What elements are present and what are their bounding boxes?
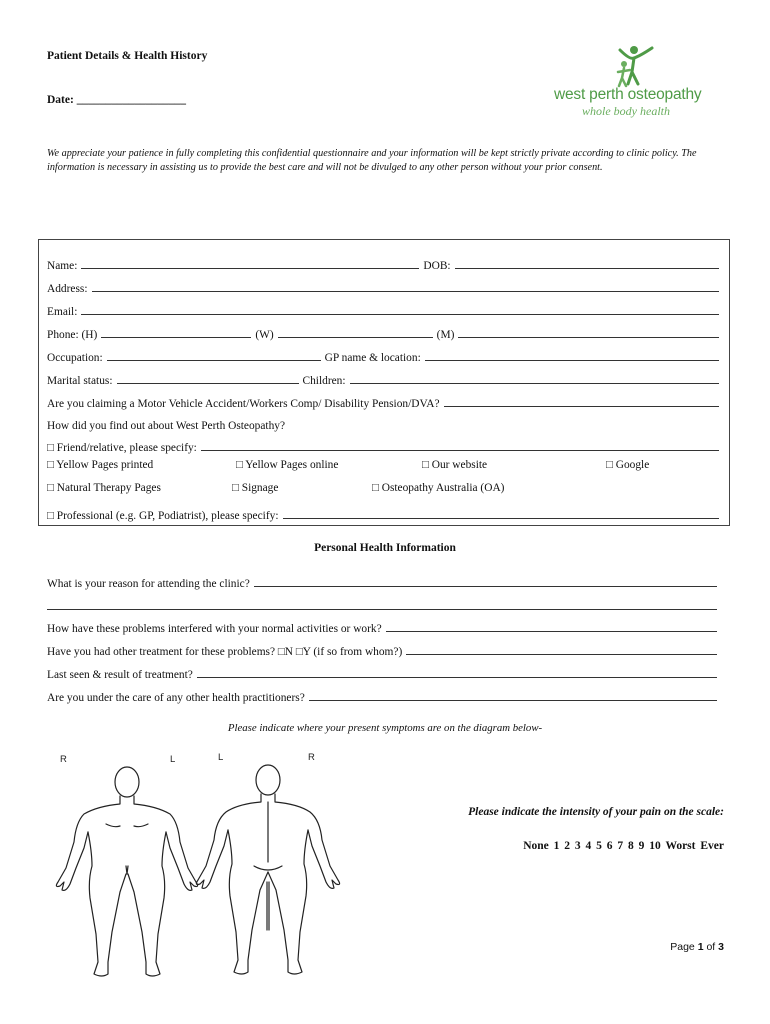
gp-field[interactable] (425, 349, 719, 361)
phone-work-label: (W) (255, 329, 274, 341)
name-label: Name: (47, 260, 78, 272)
option-our-website[interactable]: □ Our website (422, 459, 488, 471)
treatment-row (47, 638, 717, 658)
marital-field[interactable] (117, 372, 299, 384)
patient-details-box (38, 239, 730, 526)
care-field[interactable] (309, 689, 717, 701)
logo-tagline: whole body health (582, 104, 670, 118)
pain-scale[interactable]: None 1 2 3 4 5 6 7 8 9 10 Worst Ever (523, 840, 724, 852)
email-label: Email: (47, 306, 78, 318)
friend-row (47, 434, 723, 454)
logo-figures-icon (548, 42, 723, 88)
last-seen-field[interactable] (197, 666, 717, 678)
reason-field-2[interactable] (47, 598, 717, 610)
diagram-label-back-left: L (218, 752, 224, 763)
option-natural-therapy-pages[interactable]: □ Natural Therapy Pages (47, 482, 161, 494)
address-field[interactable] (92, 280, 720, 292)
clinic-logo (548, 42, 723, 122)
friend-option[interactable]: □ Friend/relative, please specify: (47, 442, 197, 454)
interfered-field[interactable] (386, 620, 717, 632)
diagram-label-back-right: R (308, 752, 315, 763)
intro-paragraph: We appreciate your patience in fully completing this confidential questionnaire and your information will be kept strictly private according to clinic policy. The information is necessary in assisting us to provide the best care and will not be divulged to any other person without your prior consent. (47, 148, 697, 173)
claim-row (47, 390, 723, 410)
marital-row (47, 367, 723, 387)
health-section-title: Personal Health Information (314, 542, 456, 554)
reason-row-2 (47, 593, 717, 613)
children-field[interactable] (350, 372, 719, 384)
email-row (47, 298, 723, 318)
treatment-label[interactable]: Have you had other treatment for these problems? □N □Y (if so from whom?) (47, 646, 403, 658)
option-osteopathy-australia[interactable]: □ Osteopathy Australia (OA) (372, 482, 505, 494)
phone-work-field[interactable] (278, 326, 433, 338)
occupation-label: Occupation: (47, 352, 103, 364)
last-seen-label: Last seen & result of treatment? (47, 669, 193, 681)
front-body-figure[interactable] (56, 767, 197, 976)
option-yellow-pages-online[interactable]: □ Yellow Pages online (236, 459, 339, 471)
children-label: Children: (302, 375, 346, 387)
last-seen-row (47, 661, 717, 681)
care-row (47, 684, 717, 704)
page-number (600, 941, 724, 953)
marital-label: Marital status: (47, 375, 113, 387)
phone-mobile-label: (M) (436, 329, 455, 341)
phone-mobile-field[interactable] (458, 326, 719, 338)
claim-label: Are you claiming a Motor Vehicle Accident/Workers Comp/ Disability Pension/DVA? (47, 398, 440, 410)
phone-home-field[interactable] (101, 326, 251, 338)
option-google[interactable]: □ Google (606, 459, 650, 471)
page-total: 3 (718, 941, 724, 953)
option-professional[interactable]: □ Professional (e.g. GP, Podiatrist), please specify: (47, 510, 279, 522)
professional-field[interactable] (283, 507, 720, 519)
page-prefix: Page (670, 941, 695, 953)
page-current: 1 (697, 941, 704, 953)
find-row (47, 412, 723, 432)
treatment-field[interactable] (406, 643, 717, 655)
find-label: How did you find out about West Perth Osteopathy? (47, 420, 286, 432)
reason-label: What is your reason for attending the clinic? (47, 578, 250, 590)
gp-label: GP name & location: (324, 352, 421, 364)
address-label: Address: (47, 283, 88, 295)
reason-field[interactable] (254, 575, 717, 587)
date-field[interactable]: Date: ___________________ (47, 94, 186, 106)
professional-row (47, 502, 723, 522)
body-diagram[interactable] (40, 762, 350, 984)
email-field[interactable] (81, 303, 719, 315)
care-label: Are you under the care of any other health practitioners? (47, 692, 305, 704)
interfered-row (47, 615, 717, 635)
dob-field[interactable] (455, 257, 719, 269)
back-body-figure[interactable] (196, 765, 339, 974)
option-yellow-pages-printed[interactable]: □ Yellow Pages printed (47, 459, 154, 471)
reason-row (47, 570, 717, 590)
phone-row (47, 321, 723, 341)
name-field[interactable] (81, 257, 419, 269)
page-title: Patient Details & Health History (47, 50, 208, 62)
logo-name: west perth osteopathy (554, 86, 702, 103)
occupation-row (47, 344, 723, 364)
address-row (47, 275, 723, 295)
occupation-field[interactable] (107, 349, 321, 361)
dob-label: DOB: (423, 260, 451, 272)
claim-field[interactable] (444, 395, 719, 407)
diagram-label-front-left: L (170, 754, 176, 765)
phone-home-label: Phone: (H) (47, 329, 98, 341)
interfered-label: How have these problems interfered with your normal activities or work? (47, 623, 382, 635)
diagram-note: Please indicate where your present symptoms are on the diagram below- (227, 722, 543, 734)
page-of: of (706, 941, 716, 953)
diagram-label-front-right: R (60, 754, 67, 765)
friend-field[interactable] (201, 439, 719, 451)
option-signage[interactable]: □ Signage (232, 482, 279, 494)
name-dob-row (47, 252, 723, 272)
pain-scale-note: Please indicate the intensity of your pain on the scale: (468, 806, 724, 818)
